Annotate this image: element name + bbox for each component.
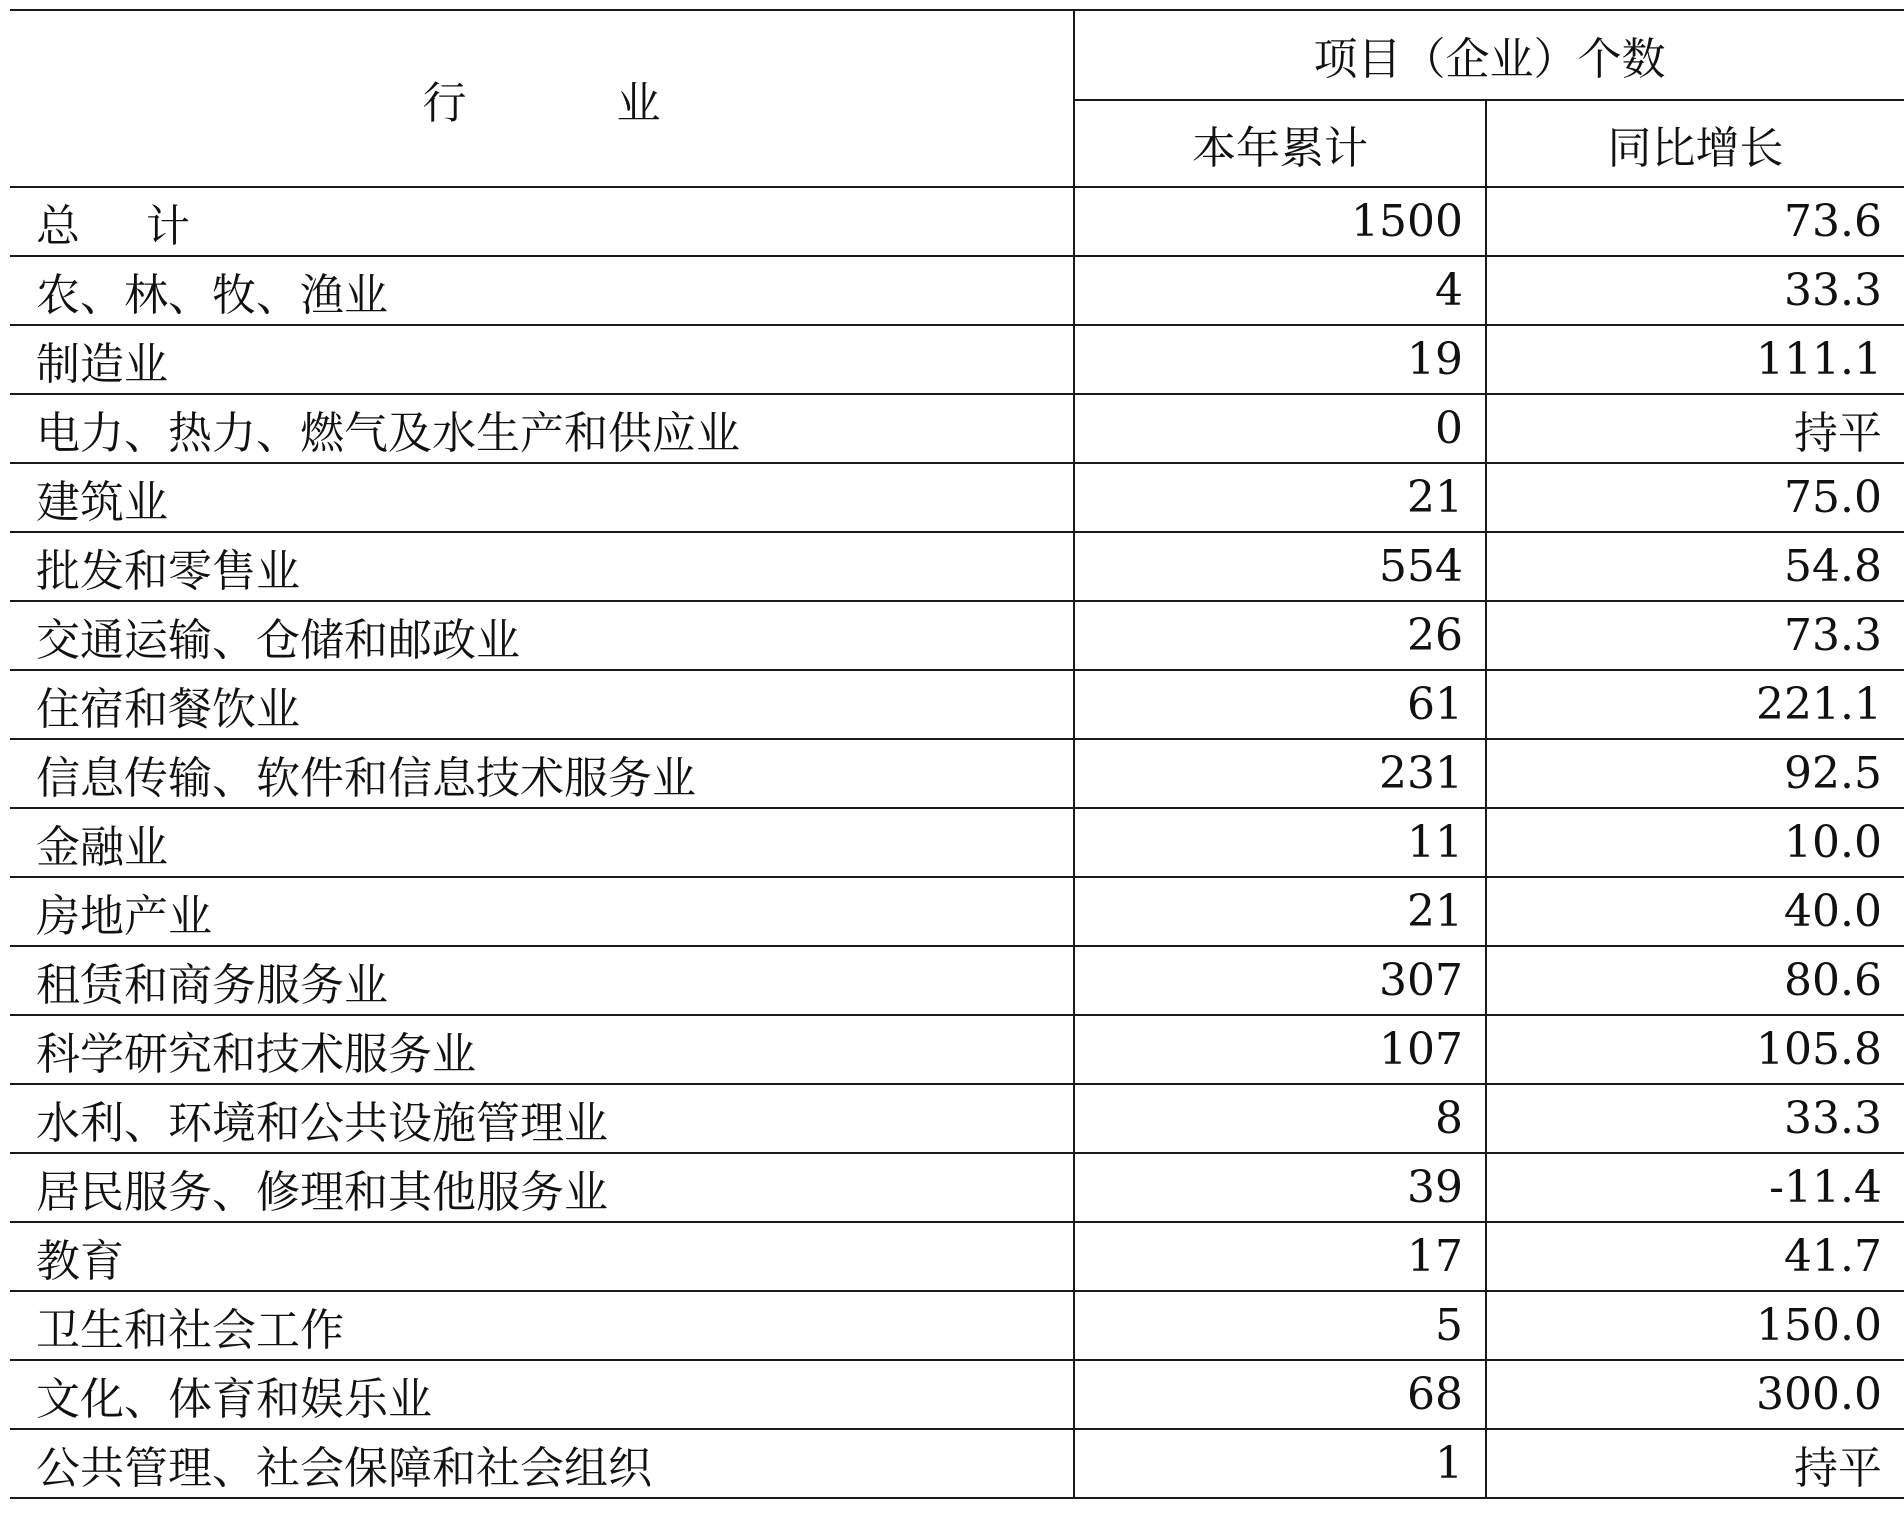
total-count: 1500 [1074, 187, 1486, 256]
table-row [10, 877, 1904, 946]
yoy-growth-cell: 111.1 [1486, 325, 1904, 394]
yoy-growth-cell: 150.0 [1486, 1291, 1904, 1360]
industry-name-cell: 科学研究和技术服务业 [10, 1015, 1074, 1084]
industry-name-cell: 电力、热力、燃气及水生产和供应业 [10, 394, 1074, 463]
table-row [10, 463, 1904, 532]
table-row [10, 808, 1904, 877]
yoy-growth-cell: 40.0 [1486, 877, 1904, 946]
table-row [10, 946, 1904, 1015]
industry-column-header [10, 10, 1074, 187]
table-row [10, 1360, 1904, 1429]
table-row [10, 1153, 1904, 1222]
industry-header-char-2: 业 [616, 77, 661, 129]
table-row [10, 1015, 1904, 1084]
table-row [10, 394, 1904, 463]
current-year-total-header: 本年累计 [1074, 100, 1486, 187]
project-count-cell: 1 [1074, 1429, 1486, 1498]
table-row [10, 1222, 1904, 1291]
yoy-growth-header: 同比增长 [1486, 100, 1904, 187]
industry-name-cell: 制造业 [10, 325, 1074, 394]
project-count-cell: 8 [1074, 1084, 1486, 1153]
table-body [10, 187, 1904, 1498]
project-count-cell: 17 [1074, 1222, 1486, 1291]
project-count-cell: 68 [1074, 1360, 1486, 1429]
industry-name-cell: 教育 [10, 1222, 1074, 1291]
industry-name-cell: 农、林、牧、渔业 [10, 256, 1074, 325]
project-count-cell: 39 [1074, 1153, 1486, 1222]
yoy-growth-cell: 221.1 [1486, 670, 1904, 739]
total-row [10, 187, 1904, 256]
table-row [10, 1084, 1904, 1153]
yoy-growth-cell: -11.4 [1486, 1153, 1904, 1222]
table-header [10, 10, 1904, 187]
industry-name-cell: 交通运输、仓储和邮政业 [10, 601, 1074, 670]
table-row [10, 670, 1904, 739]
industry-header-char-1: 行 [422, 77, 467, 129]
industry-name-cell: 建筑业 [10, 463, 1074, 532]
industry-name-cell: 居民服务、修理和其他服务业 [10, 1153, 1074, 1222]
yoy-growth-cell: 33.3 [1486, 256, 1904, 325]
total-label-char-1: 总 [36, 200, 80, 252]
project-count-cell: 307 [1074, 946, 1486, 1015]
project-count-cell: 21 [1074, 877, 1486, 946]
project-count-cell: 26 [1074, 601, 1486, 670]
table-row [10, 1429, 1904, 1498]
total-label-char-2: 计 [146, 200, 190, 252]
industry-name-cell: 房地产业 [10, 877, 1074, 946]
table-row [10, 325, 1904, 394]
industry-name-cell: 住宿和餐饮业 [10, 670, 1074, 739]
project-count-cell: 11 [1074, 808, 1486, 877]
project-count-cell: 107 [1074, 1015, 1486, 1084]
table-row [10, 601, 1904, 670]
project-count-cell: 554 [1074, 532, 1486, 601]
industry-project-table [10, 9, 1904, 1499]
yoy-growth-cell: 持平 [1486, 394, 1904, 463]
industry-name-cell: 租赁和商务服务业 [10, 946, 1074, 1015]
project-count-cell: 231 [1074, 739, 1486, 808]
yoy-growth-cell: 300.0 [1486, 1360, 1904, 1429]
project-count-cell: 4 [1074, 256, 1486, 325]
industry-name-cell: 信息传输、软件和信息技术服务业 [10, 739, 1074, 808]
industry-name-cell: 文化、体育和娱乐业 [10, 1360, 1074, 1429]
industry-name-cell: 金融业 [10, 808, 1074, 877]
industry-name-cell: 卫生和社会工作 [10, 1291, 1074, 1360]
project-count-cell: 5 [1074, 1291, 1486, 1360]
table-row [10, 256, 1904, 325]
table-row [10, 1291, 1904, 1360]
project-count-cell: 61 [1074, 670, 1486, 739]
project-count-cell: 19 [1074, 325, 1486, 394]
yoy-growth-cell: 80.6 [1486, 946, 1904, 1015]
yoy-growth-cell: 92.5 [1486, 739, 1904, 808]
yoy-growth-cell: 73.3 [1486, 601, 1904, 670]
yoy-growth-cell: 持平 [1486, 1429, 1904, 1498]
yoy-growth-cell: 10.0 [1486, 808, 1904, 877]
industry-name-cell: 水利、环境和公共设施管理业 [10, 1084, 1074, 1153]
project-count-cell: 21 [1074, 463, 1486, 532]
table-row [10, 739, 1904, 808]
table-row [10, 532, 1904, 601]
project-count-cell: 0 [1074, 394, 1486, 463]
yoy-growth-cell: 54.8 [1486, 532, 1904, 601]
industry-name-cell: 公共管理、社会保障和社会组织 [10, 1429, 1074, 1498]
yoy-growth-cell: 41.7 [1486, 1222, 1904, 1291]
project-count-group-header: 项目（企业）个数 [1074, 10, 1904, 100]
total-growth: 73.6 [1486, 187, 1904, 256]
total-label [10, 187, 1074, 256]
yoy-growth-cell: 105.8 [1486, 1015, 1904, 1084]
yoy-growth-cell: 75.0 [1486, 463, 1904, 532]
header-row-top [10, 10, 1904, 100]
yoy-growth-cell: 33.3 [1486, 1084, 1904, 1153]
industry-name-cell: 批发和零售业 [10, 532, 1074, 601]
